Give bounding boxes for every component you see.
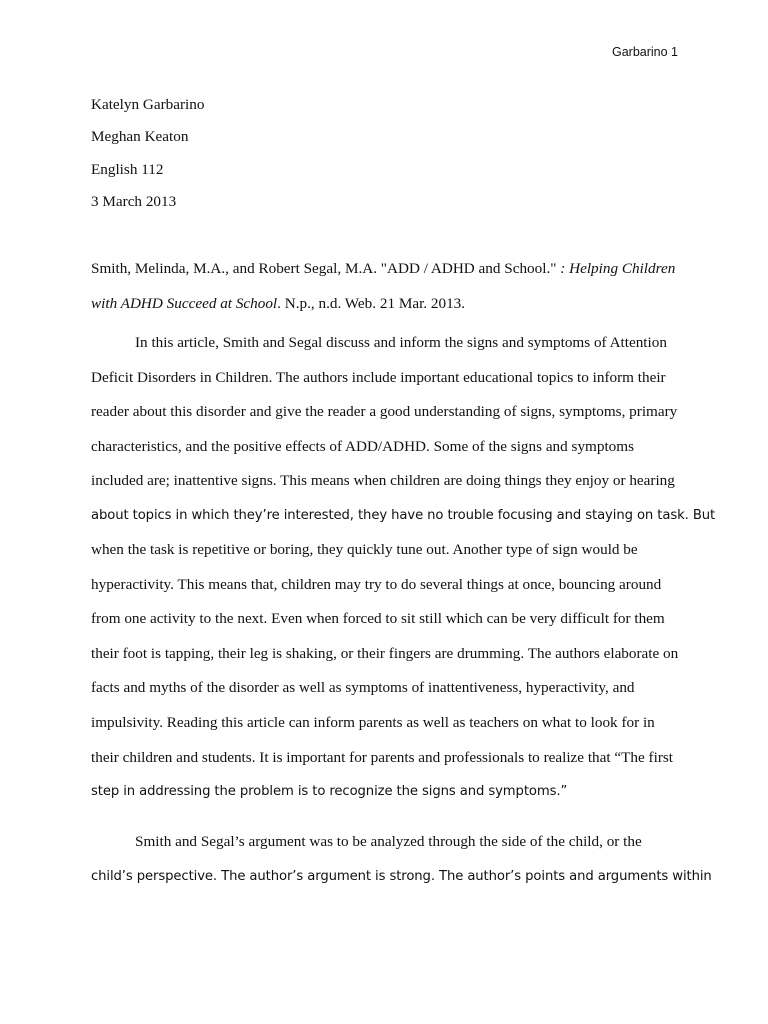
paragraph-line: reader about this disorder and give the reader a good understanding of signs, symptoms, primary (91, 403, 678, 421)
citation-container-title-part2: with ADHD Succeed at School (91, 295, 278, 312)
citation-container-title-part1: : Helping Children (560, 260, 676, 277)
paragraph-line: facts and myths of the disorder as well as symptoms of inattentiveness, hyperactivity, and (91, 679, 635, 697)
paragraph-line: their children and students. It is important for parents and professionals to realize that “The first (91, 748, 674, 766)
paragraph-line: step in addressing the problem is to recognize the signs and symptoms.” (91, 784, 568, 800)
student-name: Katelyn Garbarino (91, 96, 205, 113)
paragraph-line: about topics in which they’re interested, they have no trouble focusing and staying on task. But (91, 507, 716, 523)
paragraph-line: from one activity to the next. Even when forced to sit still which can be very difficult for them (91, 610, 665, 628)
paragraph-line: impulsivity. Reading this article can inform parents as well as teachers on what to look for in (91, 714, 655, 732)
paragraph-line: characteristics, and the positive effects of ADD/ADHD. Some of the signs and symptoms (91, 437, 634, 455)
works-cited-entry (91, 251, 681, 321)
citation-authors-title: Smith, Melinda, M.A., and Robert Segal, M.A. "ADD / ADHD and School." (91, 260, 561, 277)
running-head-page-number: Garbarino 1 (611, 45, 678, 59)
paragraph-line: In this article, Smith and Segal discuss and inform the signs and symptoms of Attention (135, 334, 667, 351)
mla-heading-block (91, 89, 204, 218)
paragraph-line: included are; inattentive signs. This means when children are doing things they enjoy or hearing (91, 472, 675, 490)
paragraph-line: hyperactivity. This means that, children may try to do several things at once, bouncing around (91, 575, 662, 593)
instructor-name: Meghan Keaton (91, 128, 189, 146)
paper-date: 3 March 2013 (91, 192, 177, 210)
paragraph-line: child’s perspective. The author’s argument is strong. The author’s points and arguments within (91, 868, 712, 884)
course-name: English 112 (91, 160, 164, 178)
citation-line-1 (91, 251, 681, 286)
citation-publication-info: . N.p., n.d. Web. 21 Mar. 2013. (277, 295, 466, 312)
body-paragraph-1 (91, 326, 716, 810)
body-paragraph-2 (91, 825, 712, 894)
paragraph-line: when the task is repetitive or boring, they quickly tune out. Another type of sign would be (91, 541, 638, 559)
paragraph-line: their foot is tapping, their leg is shaking, or their fingers are drumming. The authors elaborate on (91, 644, 679, 662)
paragraph-line: Deficit Disorders in Children. The authors include important educational topics to inform their (91, 368, 666, 386)
paragraph-line: Smith and Segal’s argument was to be analyzed through the side of the child, or the (135, 833, 642, 850)
citation-line-2 (91, 286, 681, 321)
